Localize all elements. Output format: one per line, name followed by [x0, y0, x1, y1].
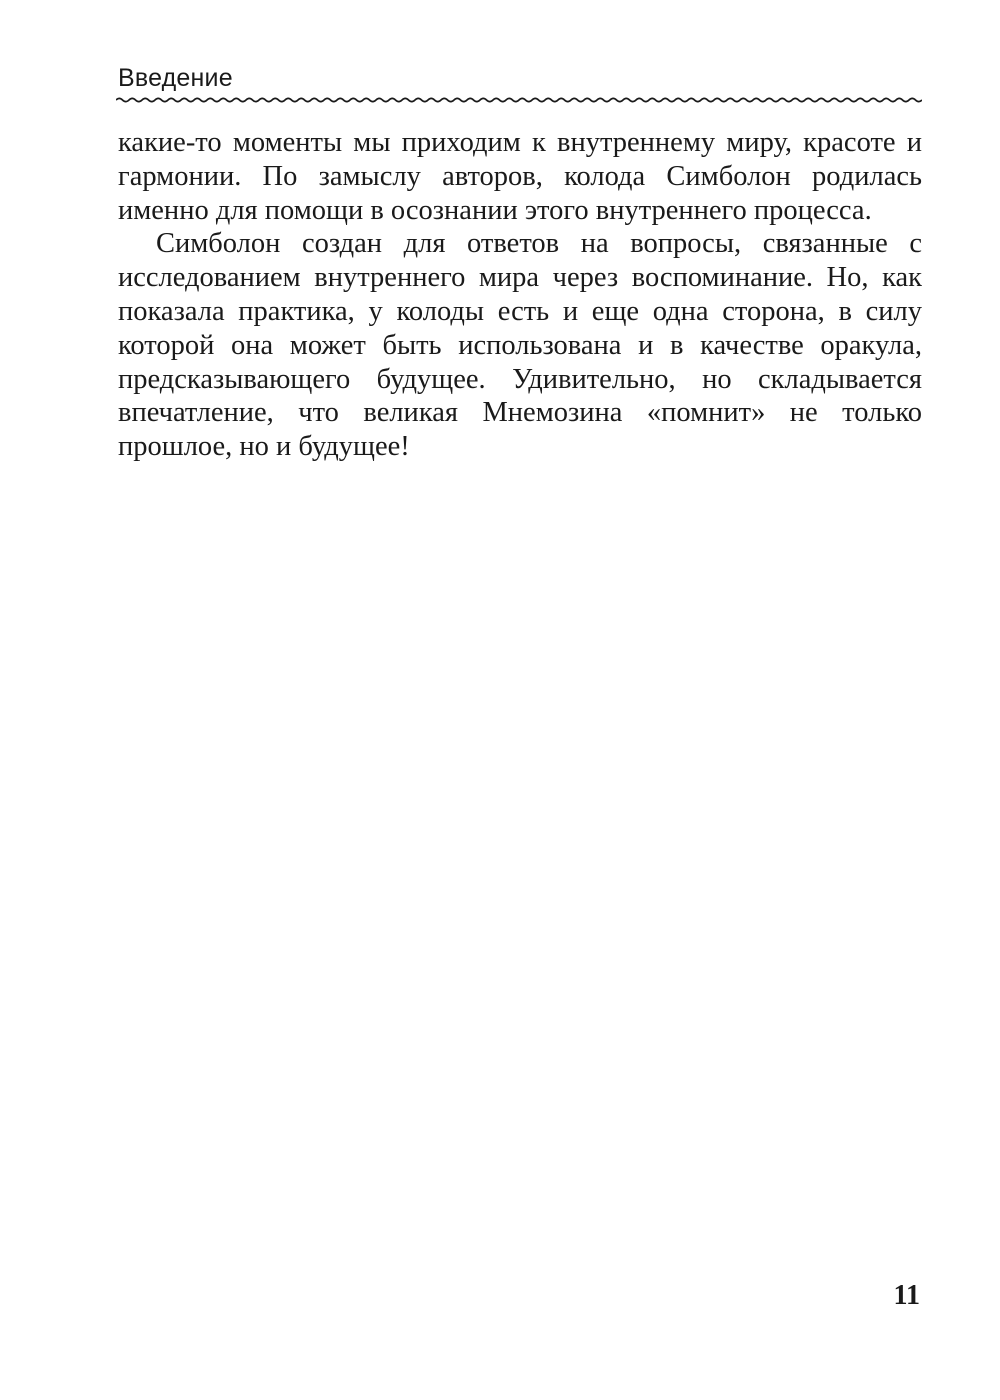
main-text	[118, 126, 922, 464]
paragraph-continued: какие-то моменты мы приходим к внутреннему миру, красоте и гармонии. По замыслу авторов, колода Симболон родилась именно для помощи в осознании этого внутреннего процесса.	[118, 127, 922, 226]
wavy-divider-line	[116, 93, 922, 107]
running-head-title: Введение	[118, 64, 233, 92]
page-number: 11	[893, 1280, 920, 1311]
paragraph: Симболон создан для ответов на вопросы, связанные с исследованием внутреннего мира через воспоминание. Но, как показала практика, у колоды есть и еще одна сторона, в силу которой она может быть использована и в качестве оракула, предсказывающего будущее. Удивительно, но складывается впечатление, что великая Мнемозина «помнит» не только прошлое, но и будущее!	[118, 228, 922, 463]
